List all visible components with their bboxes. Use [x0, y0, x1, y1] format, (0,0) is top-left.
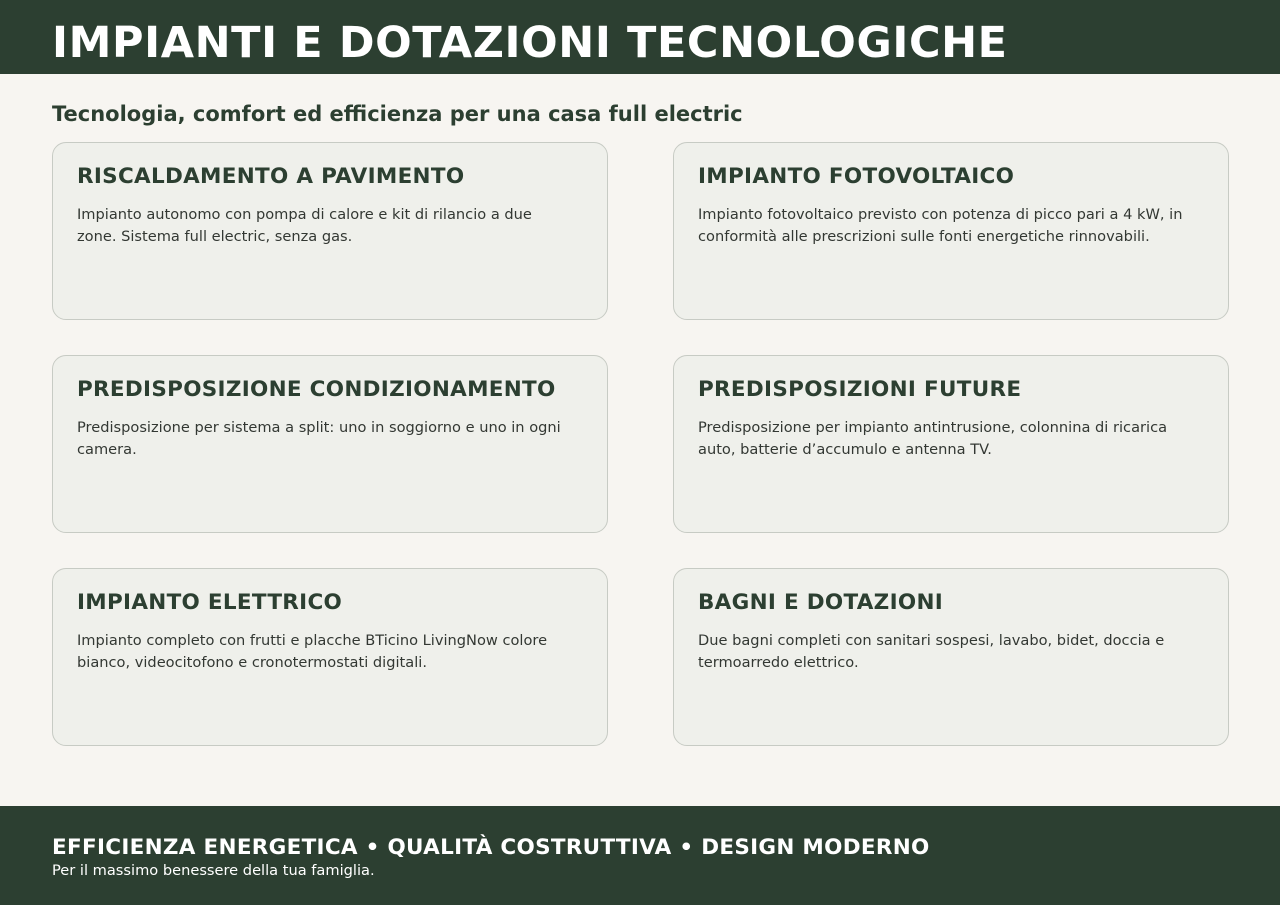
card-title: BAGNI E DOTAZIONI: [698, 590, 944, 615]
card-description: Impianto fotovoltaico previsto con potenza di picco pari a 4 kW, in conformità alle prescrizioni sulle fonti energetiche rinnovabili.: [698, 206, 1183, 245]
card-bagni: [673, 568, 1229, 746]
header-banner: [0, 0, 1280, 74]
card-title: PREDISPOSIZIONI FUTURE: [698, 377, 1022, 402]
card-condizionamento: [52, 355, 608, 533]
card-title: IMPIANTO ELETTRICO: [77, 590, 343, 615]
page-subtitle: Tecnologia, comfort ed efficienza per una casa full electric: [52, 102, 743, 126]
footer-banner: [0, 806, 1280, 905]
card-description: Impianto completo con frutti e placche BTicino LivingNow colore bianco, videocitofono e cronotermostati digitali.: [77, 632, 548, 671]
card-title: IMPIANTO FOTOVOLTAICO: [698, 164, 1015, 189]
card-riscaldamento: [52, 142, 608, 320]
card-fotovoltaico: [673, 142, 1229, 320]
card-description: Predisposizione per impianto antintrusione, colonnina di ricarica auto, batterie d’accumulo e antenna TV.: [698, 419, 1168, 458]
card-description: Predisposizione per sistema a split: uno in soggiorno e uno in ogni camera.: [77, 419, 561, 458]
card-description: Impianto autonomo con pompa di calore e kit di rilancio a due zone. Sistema full electric, senza gas.: [77, 206, 532, 245]
footer-tagline: Per il massimo benessere della tua famiglia.: [52, 862, 375, 879]
footer-title: EFFICIENZA ENERGETICA • QUALITÀ COSTRUTTIVA • DESIGN MODERNO: [52, 835, 930, 860]
page-title: IMPIANTI E DOTAZIONI TECNOLOGICHE: [52, 18, 1008, 68]
card-impianto-elettrico: [52, 568, 608, 746]
card-predisposizioni-future: [673, 355, 1229, 533]
card-title: RISCALDAMENTO A PAVIMENTO: [77, 164, 465, 189]
card-title: PREDISPOSIZIONE CONDIZIONAMENTO: [77, 377, 556, 402]
card-description: Due bagni completi con sanitari sospesi, lavabo, bidet, doccia e termoarredo elettrico.: [698, 632, 1165, 671]
